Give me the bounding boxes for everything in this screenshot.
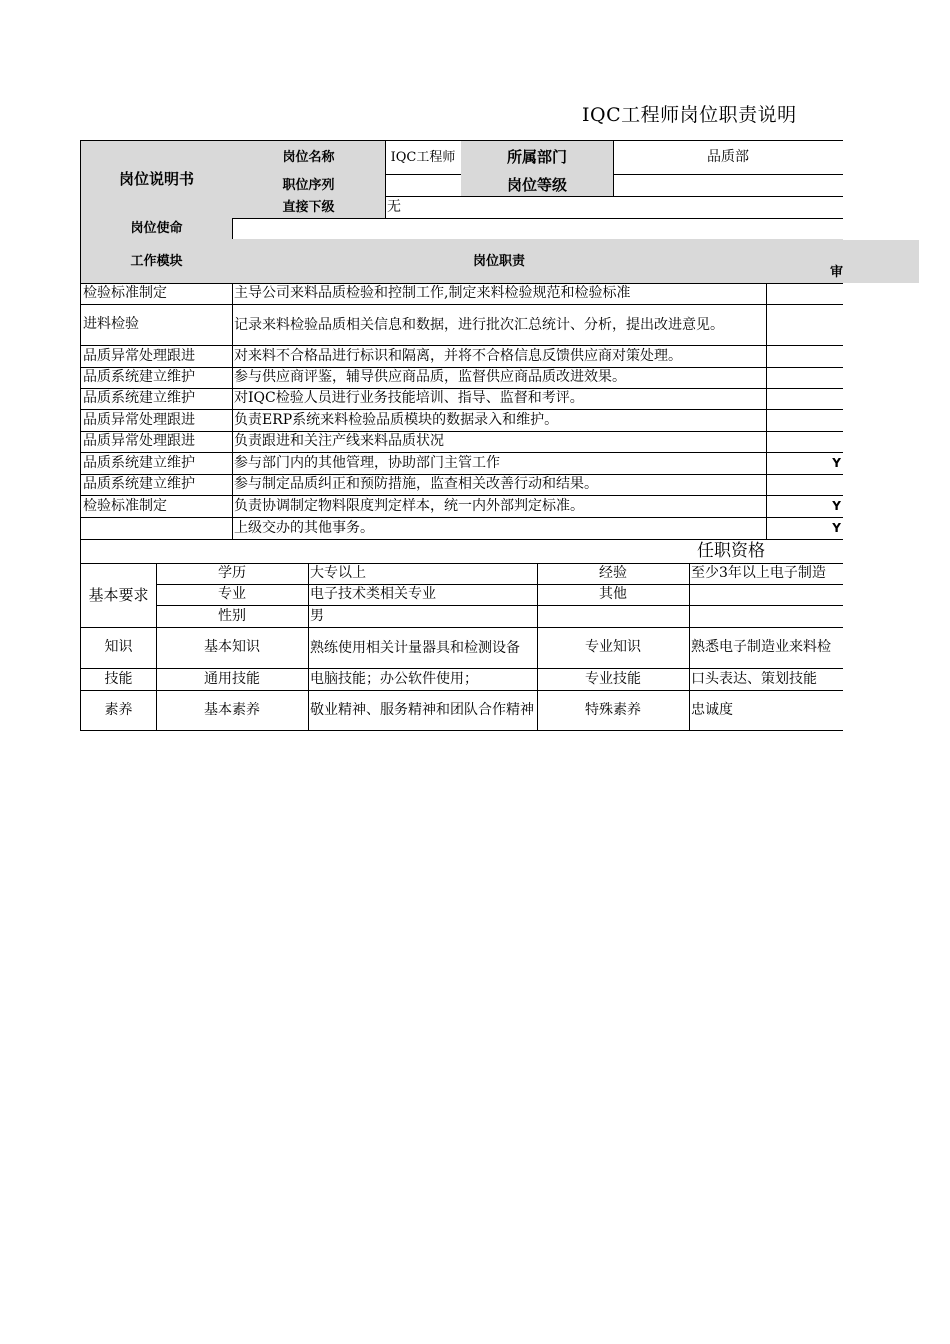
review-header-top xyxy=(766,239,843,262)
module-header: 工作模块 xyxy=(80,239,233,284)
module-cell: 品质异常处理跟进 xyxy=(80,409,233,432)
mission-value xyxy=(232,218,843,240)
module-cell: 检验标准制定 xyxy=(80,495,233,518)
pro-skill-value: 口头表达、策划技能 xyxy=(689,668,843,691)
mark-cell xyxy=(766,345,843,368)
major-label: 专业 xyxy=(156,584,309,606)
pro-skill-label: 专业技能 xyxy=(537,668,690,691)
mark-cell xyxy=(766,304,843,346)
dept-label: 所属部门 xyxy=(461,140,614,175)
quality-label: 素养 xyxy=(80,690,157,731)
module-cell: 品质系统建立维护 xyxy=(80,388,233,410)
mark-cell: Y xyxy=(766,452,843,475)
module-cell: 品质异常处理跟进 xyxy=(80,345,233,368)
duty-cell: 主导公司来料品质检验和控制工作,制定来料检验规范和检验标准 xyxy=(232,283,767,305)
module-cell: 检验标准制定 xyxy=(80,283,233,305)
qualification-title: 任职资格 xyxy=(80,539,843,564)
module-cell: 品质系统建立维护 xyxy=(80,474,233,496)
sequence-label: 职位序列 xyxy=(232,174,386,197)
blank-cell xyxy=(537,605,690,628)
special-quality-value: 忠诚度 xyxy=(689,690,843,731)
experience-value: 至少3年以上电子制造 xyxy=(689,563,843,585)
gender-label: 性别 xyxy=(156,605,309,628)
review-header-sub xyxy=(766,261,843,284)
module-cell: 品质系统建立维护 xyxy=(80,452,233,475)
dept-value: 品质部 xyxy=(613,140,843,175)
module-cell: 品质异常处理跟进 xyxy=(80,431,233,453)
overflow-header-tab xyxy=(843,240,919,283)
other-label: 其他 xyxy=(537,584,690,606)
module-cell: 品质系统建立维护 xyxy=(80,367,233,389)
post-name-value: IQC工程师 xyxy=(385,140,462,175)
general-skill-value: 电脑技能；办公软件使用； xyxy=(308,668,538,691)
basic-requirements-label: 基本要求 xyxy=(80,563,157,628)
mark-cell xyxy=(766,431,843,453)
subordinate-label: 直接下级 xyxy=(232,196,386,219)
duty-cell: 参与制定品质纠正和预防措施，监查相关改善行动和结果。 xyxy=(232,474,767,496)
gender-value: 男 xyxy=(308,605,538,628)
mark-cell xyxy=(766,367,843,389)
mark-cell: Y xyxy=(766,517,843,540)
basic-quality-label: 基本素养 xyxy=(156,690,309,731)
duty-cell: 对来料不合格品进行标识和隔离，并将不合格信息反馈供应商对策处理。 xyxy=(232,345,767,368)
duty-cell: 参与部门内的其他管理，协助部门主管工作 xyxy=(232,452,767,475)
skill-label: 技能 xyxy=(80,668,157,691)
major-value: 电子技术类相关专业 xyxy=(308,584,538,606)
mark-cell xyxy=(766,388,843,410)
post-name-label: 岗位名称 xyxy=(232,140,386,175)
doc-label-cell: 岗位说明书 xyxy=(80,140,233,219)
special-quality-label: 特殊素养 xyxy=(537,690,690,731)
duty-cell: 参与供应商评鉴，辅导供应商品质，监督供应商品质改进效果。 xyxy=(232,367,767,389)
pro-knowledge-label: 专业知识 xyxy=(537,627,690,669)
mark-cell xyxy=(766,409,843,432)
pro-knowledge-value: 熟悉电子制造业来料检 xyxy=(689,627,843,669)
basic-knowledge-label: 基本知识 xyxy=(156,627,309,669)
experience-label: 经验 xyxy=(537,563,690,585)
education-label: 学历 xyxy=(156,563,309,585)
basic-quality-value: 敬业精神、服务精神和团队合作精神 xyxy=(308,690,538,731)
duty-cell: 负责协调制定物料限度判定样本，统一内外部判定标准。 xyxy=(232,495,767,518)
duty-cell: 上级交办的其他事务。 xyxy=(232,517,767,540)
duty-cell: 记录来料检验品质相关信息和数据，进行批次汇总统计、分析，提出改进意见。 xyxy=(232,304,767,346)
module-cell xyxy=(80,517,233,540)
mark-cell: Y xyxy=(766,495,843,518)
basic-knowledge-value: 熟练使用相关计量器具和检测设备 xyxy=(308,627,538,669)
other-value xyxy=(689,584,843,606)
duty-cell: 负责跟进和关注产线来料品质状况 xyxy=(232,431,767,453)
grade-value xyxy=(613,174,843,197)
review-header-text: 审 xyxy=(829,264,843,280)
knowledge-label: 知识 xyxy=(80,627,157,669)
duty-cell: 负责ERP系统来料检验品质模块的数据录入和维护。 xyxy=(232,409,767,432)
blank-cell xyxy=(689,605,843,628)
mark-cell xyxy=(766,474,843,496)
duty-cell: 对IQC检验人员进行业务技能培训、指导、监督和考评。 xyxy=(232,388,767,410)
module-cell: 进料检验 xyxy=(80,304,233,346)
page-title: IQC工程师岗位职责说明 xyxy=(582,104,797,126)
mission-label: 岗位使命 xyxy=(80,218,233,240)
education-value: 大专以上 xyxy=(308,563,538,585)
mark-cell xyxy=(766,283,843,305)
subordinate-value: 无 xyxy=(385,196,843,219)
grade-label: 岗位等级 xyxy=(461,174,614,197)
general-skill-label: 通用技能 xyxy=(156,668,309,691)
sequence-value xyxy=(385,174,462,197)
duty-header: 岗位职责 xyxy=(232,239,767,284)
